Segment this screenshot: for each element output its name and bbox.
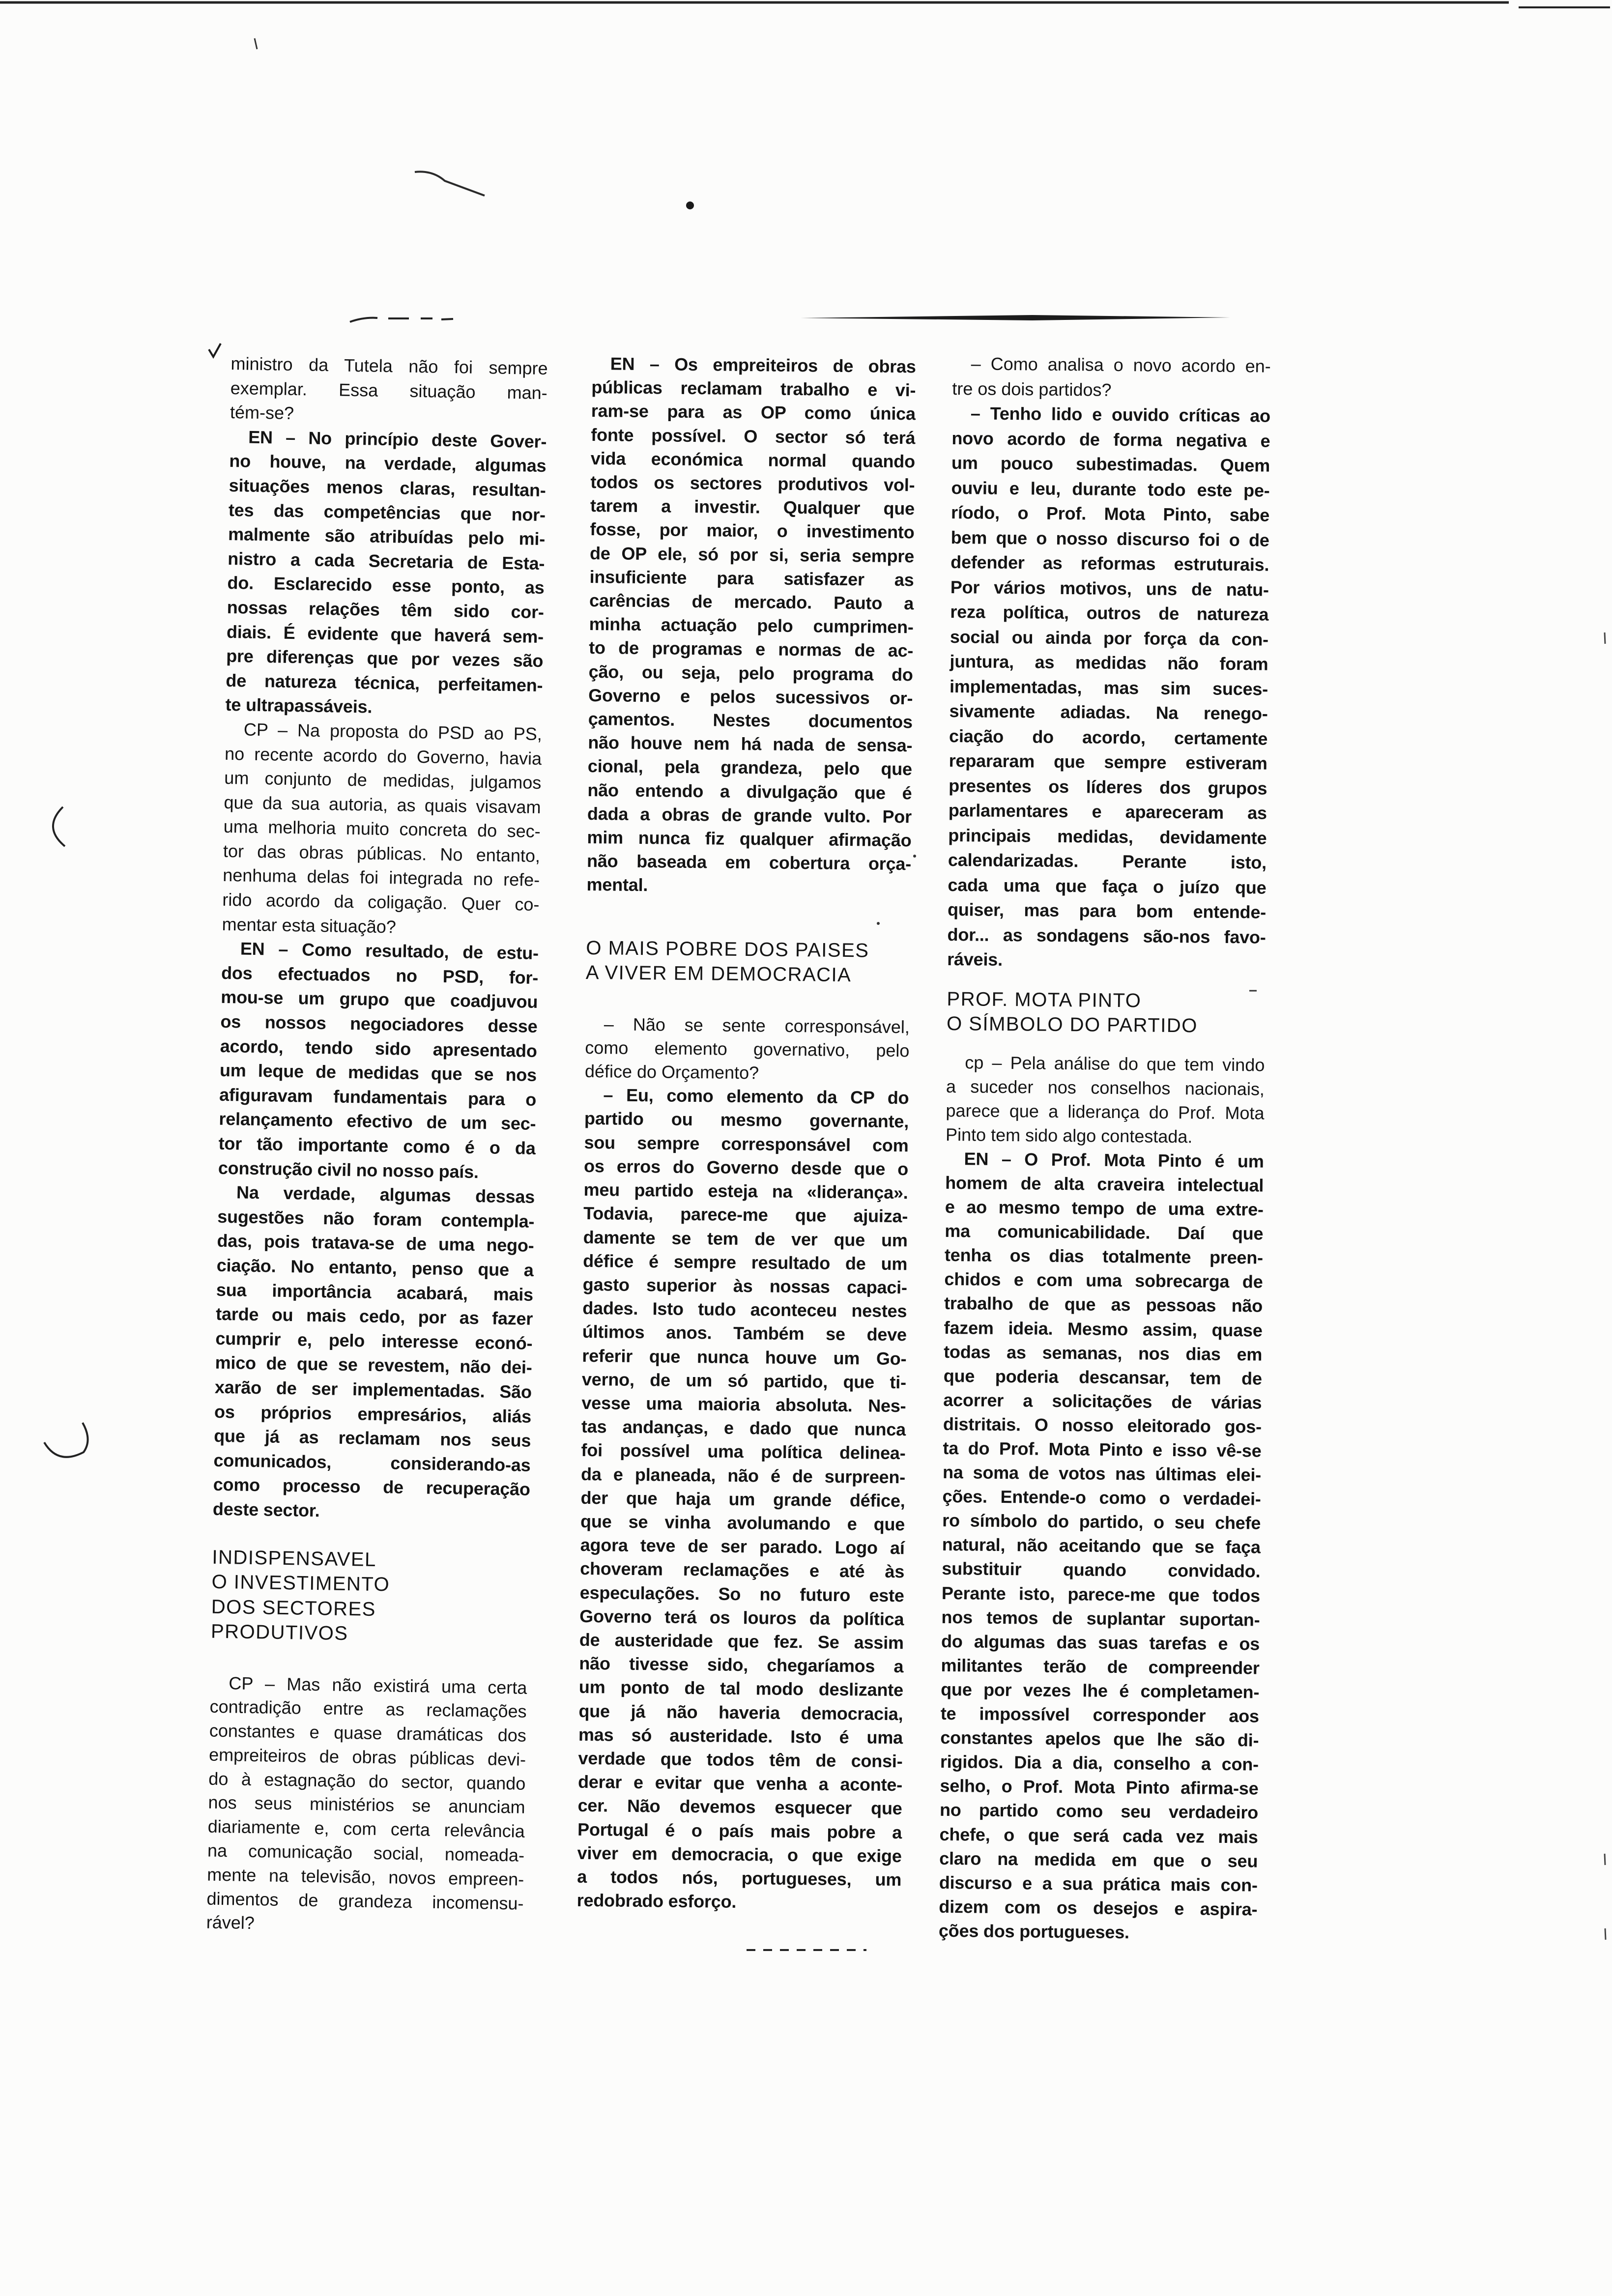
text-line: Portugal é o país mais pobre a xyxy=(577,1819,902,1842)
text-line: sou sempre corresponsável com xyxy=(584,1132,909,1155)
text-line: deste sector. xyxy=(212,1498,320,1521)
text-line: os próprios empresários, aliás xyxy=(214,1401,532,1427)
text-line: chefe, o que será cada vez mais xyxy=(939,1824,1258,1847)
text-line: – Como analisa o novo acordo en- xyxy=(971,353,1271,376)
text-line: ram-se para as OP como única xyxy=(591,401,916,424)
text-line: ciação. No entanto, penso que a xyxy=(216,1255,534,1280)
text-line: tas andanças, e dado que nunca xyxy=(581,1416,906,1440)
text-line: exemplar. Essa situação man- xyxy=(230,377,548,403)
text-line: insuficiente para satisfazer as xyxy=(589,566,914,590)
text-line: os nossos negociadores desse xyxy=(220,1011,538,1036)
text-line: que se vinha avolumando e que xyxy=(580,1511,905,1535)
text-line: dada a obras de grande vulto. Por xyxy=(587,803,912,827)
text-line: sivamente adiadas. Na renego- xyxy=(949,700,1268,724)
text-line: meu partido esteja na «liderança». xyxy=(583,1179,908,1203)
text-line: distritais. O nosso eleitorado gos- xyxy=(943,1413,1262,1437)
text-line: a todos nós, portugueses, um xyxy=(577,1866,902,1890)
text-line: principais medidas, devidamente xyxy=(948,825,1267,848)
text-line: dos efectuados no PSD, for- xyxy=(221,962,539,988)
text-line: de natureza técnica, perfeitamen- xyxy=(226,670,543,695)
text-line: agora teve de ser parado. Logo aí xyxy=(580,1535,905,1558)
text-line: ma comunicabilidade. Daí que xyxy=(945,1221,1264,1244)
text-line: ções. Entende-o como o verdadei- xyxy=(942,1486,1261,1509)
text-line: Todavia, parece-me que ajuiza- xyxy=(583,1203,908,1227)
text-line: gasto superior às nossas capaci- xyxy=(582,1274,907,1298)
text-line: presentes os líderes dos grupos xyxy=(949,775,1267,799)
text-line: redobrado esforço. xyxy=(576,1890,737,1912)
text-line: te impossível corresponder aos xyxy=(940,1703,1259,1726)
text-line: rigidos. Dia a dia, conselho a con- xyxy=(940,1751,1259,1775)
text-line: um pouco subestimadas. Quem xyxy=(951,452,1270,476)
answer-paragraph xyxy=(577,1083,909,1915)
text-line: um ponto de tal modo deslizante xyxy=(578,1677,904,1700)
text-line: EN – Como resultado, de estu- xyxy=(240,938,539,964)
text-line: nenhuma delas foi integrada no refe- xyxy=(222,865,540,890)
text-line: no houve, na verdade, algumas xyxy=(229,451,547,476)
text-line: Perante isto, parece-me que todos xyxy=(941,1582,1261,1606)
text-line: O SÍMBOLO DO PARTIDO xyxy=(946,1012,1198,1037)
text-line: construção civil no nosso país. xyxy=(218,1157,479,1182)
text-line: pre diferenças que por vezes são xyxy=(226,646,544,671)
text-line: substituir quando convidado. xyxy=(942,1558,1261,1582)
text-line: dimentos de grandeza incomensu- xyxy=(206,1888,524,1914)
question-paragraph xyxy=(230,351,548,430)
text-line: chidos e com uma sobrecarga de xyxy=(944,1269,1263,1292)
text-line: damente se tem de ver que um xyxy=(583,1227,908,1250)
text-line: um leque de medidas que se nos xyxy=(219,1060,537,1086)
text-line: choveram reclamações e até às xyxy=(580,1558,905,1582)
text-line: fazem ideia. Mesmo assim, quase xyxy=(944,1317,1263,1341)
text-line: homem de alta craveira intelectual xyxy=(945,1172,1264,1196)
text-line: como processo de recuperação xyxy=(213,1474,531,1500)
text-line: carências de mercado. Pauto a xyxy=(589,590,914,614)
text-line: nossas relações têm sido cor- xyxy=(227,597,545,623)
text-line: ções dos portugueses. xyxy=(938,1920,1130,1943)
text-line: derar e evitar que venha a aconte- xyxy=(577,1772,903,1795)
text-line: que poderia descansar, tem de xyxy=(943,1365,1262,1389)
text-line: bem que o nosso discurso foi o de xyxy=(950,527,1269,550)
text-line: no recente acordo do Governo, havia xyxy=(224,743,542,769)
text-line: empreiteiros de obras públicas devi- xyxy=(208,1744,526,1770)
text-line: cada uma que faça o juízo que xyxy=(948,874,1267,898)
section-heading xyxy=(947,986,1266,1039)
text-line: minha actuação pelo cumprimen- xyxy=(589,614,914,637)
text-line: ministro da Tutela não foi sempre xyxy=(230,353,548,379)
text-line: ção, ou seja, pelo programa do xyxy=(588,661,913,685)
question-paragraph xyxy=(946,1050,1265,1149)
text-line: todos os sectores produtivos vol- xyxy=(590,472,915,495)
text-line: xarão de ser implementadas. São xyxy=(214,1377,532,1402)
question-paragraph xyxy=(585,1012,910,1087)
article-column-3 xyxy=(939,351,1271,1946)
text-line: Governo e pelos sucessivos or- xyxy=(588,685,913,709)
text-line: mental. xyxy=(586,874,648,895)
text-line: dor... as sondagens são-nos favo- xyxy=(947,924,1266,947)
text-line: que já não haveria democracia, xyxy=(578,1700,903,1724)
answer-paragraph xyxy=(218,936,539,1185)
text-line: Governo terá os louros da política xyxy=(579,1606,904,1629)
text-line: tarde ou mais cedo, por as fazer xyxy=(215,1303,533,1329)
text-line: todas as semanas, nos dias em xyxy=(944,1341,1263,1365)
text-line: cp – Pela análise do que tem vindo xyxy=(965,1052,1265,1075)
text-line: repararam que sempre estiveram xyxy=(949,750,1267,774)
text-line: das, pois tratava-se de uma nego- xyxy=(217,1231,534,1256)
text-line: não entendo a divulgação que é xyxy=(587,779,912,803)
text-line: tenha os dias totalmente preen- xyxy=(944,1245,1264,1268)
text-line: relançamento efectivo de um sec- xyxy=(219,1109,536,1134)
text-line: tor das obras públicas. No entanto, xyxy=(223,840,541,866)
scan-speck-1 xyxy=(913,855,916,858)
text-line: Pinto tem sido algo contestada. xyxy=(945,1124,1193,1147)
answer-paragraph xyxy=(225,425,547,722)
text-line: Por vários motivos, uns de natu- xyxy=(950,576,1269,600)
text-line: não baseada em cobertura orça- xyxy=(586,851,912,874)
text-line: A VIVER EM DEMOCRACIA xyxy=(585,962,852,986)
text-line: militantes terão de compreender xyxy=(941,1655,1260,1678)
text-line: do à estagnação do sector, quando xyxy=(208,1768,526,1794)
text-line: contradição entre as reclamações xyxy=(209,1696,527,1722)
text-line: afiguravam fundamentais para o xyxy=(219,1084,537,1110)
text-line: defender as reformas estruturais. xyxy=(950,551,1269,575)
text-line: constantes apelos que lhe são di- xyxy=(940,1727,1259,1751)
text-line: O INVESTIMENTO xyxy=(211,1571,390,1596)
text-line: ro símbolo do partido, o seu chefe xyxy=(942,1510,1261,1533)
text-line: ta do Prof. Mota Pinto e isso vê-se xyxy=(943,1437,1262,1461)
text-line: EN – O Prof. Mota Pinto é um xyxy=(964,1148,1264,1172)
text-line: acordo, tendo sido apresentado xyxy=(220,1035,538,1061)
text-line: tarem a investir. Qualquer que xyxy=(590,495,915,519)
text-line: claro na medida em que o seu xyxy=(939,1848,1258,1871)
text-line: tes das competências que nor- xyxy=(228,499,546,525)
text-line: que por vezes lhe é completamen- xyxy=(941,1679,1260,1702)
text-line: cumprir e, pelo interesse econó- xyxy=(215,1328,533,1353)
text-line: mas só austeridade. Isto é uma xyxy=(578,1724,903,1748)
text-line: um conjunto de medidas, julgamos xyxy=(224,767,542,793)
text-line: que da sua autoria, as quais visavam xyxy=(224,792,541,817)
text-line: INDISPENSAVEL xyxy=(212,1546,377,1571)
dashed-rule-column-1 xyxy=(350,318,453,322)
text-line: referir que nunca houve um Go- xyxy=(582,1345,907,1369)
text-line: nos seus ministérios se anunciam xyxy=(208,1792,525,1818)
scan-diagonal-stroke xyxy=(415,172,485,196)
text-line: uma melhoria muito concreta do sec- xyxy=(223,816,541,842)
text-line: O MAIS POBRE DOS PAISES xyxy=(586,937,869,962)
text-line: na soma de votos nas últimas elei- xyxy=(942,1462,1262,1485)
text-line: CP – Mas não existirá uma certa xyxy=(229,1672,527,1698)
text-line: que já as reclamam nos seus xyxy=(214,1425,531,1451)
question-paragraph xyxy=(222,717,542,941)
text-line: – Não se sente corresponsável, xyxy=(604,1013,910,1037)
text-line: – Eu, como elemento da CP do xyxy=(603,1085,909,1108)
text-line: mou-se um grupo que coadjuvou xyxy=(221,987,538,1012)
text-line: comunicados, considerando-as xyxy=(213,1450,531,1475)
text-line: mim nunca fiz qualquer afirmação xyxy=(587,827,912,851)
text-line: no partido como seu verdadeiro xyxy=(939,1800,1259,1823)
text-line: rido acordo da coligação. Quer co- xyxy=(222,889,540,915)
right-edge-tick-marks xyxy=(1605,632,1606,1940)
section-heading xyxy=(586,936,911,988)
text-line: vida económica normal quando xyxy=(590,448,916,472)
text-line: PRODUTIVOS xyxy=(210,1620,348,1645)
text-line: na comunicação social, nomeada- xyxy=(207,1840,525,1866)
text-line: públicas reclamam trabalho e vi- xyxy=(591,377,916,401)
text-line: ríodo, o Prof. Mota Pinto, sabe xyxy=(950,502,1270,525)
text-line: EN – No princípio deste Gover- xyxy=(248,427,547,452)
text-line: sua importância acabará, mais xyxy=(216,1279,534,1305)
text-line: mico de que se revestem, não dei- xyxy=(215,1352,532,1378)
text-line: verdade que todos têm de consi- xyxy=(578,1748,903,1772)
text-line: de OP ele, só por si, seria sempre xyxy=(589,543,915,566)
article-column-2 xyxy=(577,352,916,1916)
text-line: social ou ainda por força da con- xyxy=(950,626,1269,650)
text-line: implementadas, mas sim suces- xyxy=(949,676,1268,699)
text-line: não tivesse sido, chegaríamos a xyxy=(579,1653,904,1677)
section-heading xyxy=(211,1545,529,1649)
text-line: ouviu e leu, durante todo este pe- xyxy=(951,477,1270,501)
text-line: dades. Isto tudo aconteceu nestes xyxy=(582,1298,907,1321)
text-line: Na verdade, algumas dessas xyxy=(236,1182,535,1207)
answer-paragraph xyxy=(213,1180,535,1526)
text-line: – Tenho lido e ouvido críticas ao xyxy=(970,403,1271,426)
thick-rule-columns-2-3 xyxy=(801,315,1230,320)
text-line: tor tão importante como é o da xyxy=(218,1133,536,1158)
text-line: do. Esclarecido esse ponto, as xyxy=(227,573,545,598)
text-line: fosse, por maior, o investimento xyxy=(590,519,915,543)
text-line: partido ou mesmo governante, xyxy=(584,1108,909,1132)
text-line: de austeridade que fez. Se assim xyxy=(579,1629,904,1653)
text-line: cer. Não devemos esquecer que xyxy=(577,1795,902,1819)
text-line: novo acordo de forma negativa e xyxy=(951,428,1270,451)
text-line: a suceder nos conselhos nacionais, xyxy=(946,1076,1265,1099)
text-line: como elemento governativo, pelo xyxy=(585,1037,910,1061)
text-line: trabalho de que as pessoas não xyxy=(944,1293,1263,1317)
text-line: défice do Orçamento? xyxy=(584,1061,759,1083)
text-line: selho, o Prof. Mota Pinto afirma-se xyxy=(940,1776,1259,1799)
text-line: CP – Na proposta do PSD ao PS, xyxy=(243,719,543,744)
answer-paragraph xyxy=(586,352,916,900)
text-line: malmente são atribuídas pelo mi- xyxy=(228,524,546,549)
text-line: cional, pela grandeza, pelo que xyxy=(587,756,913,779)
text-line: tém-se? xyxy=(230,402,294,424)
text-line: da e planeada, não é de surpreen- xyxy=(580,1464,906,1487)
text-line: viver em democracia, o que exige xyxy=(577,1842,902,1866)
text-line: especulações. So no futuro este xyxy=(579,1582,904,1606)
text-line: natural, não aceitando que se faça xyxy=(942,1534,1261,1557)
text-line: diais. É evidente que haverá sem- xyxy=(226,621,544,647)
text-line: os erros do Governo desde que o xyxy=(583,1155,909,1179)
text-line: verno, de um só partido, que ti- xyxy=(581,1369,907,1392)
text-line: défice é sempre resultado de um xyxy=(583,1250,908,1274)
text-line: discurso e a sua prática mais con- xyxy=(939,1872,1258,1895)
text-line: mentar esta situação? xyxy=(222,914,397,937)
text-line: quiser, mas para bom entende- xyxy=(947,899,1267,922)
text-line: PROF. MOTA PINTO xyxy=(947,988,1142,1011)
text-line: ciação do acordo, certamente xyxy=(949,725,1268,749)
question-paragraph xyxy=(206,1671,527,1940)
text-line: sugestões não foram contempla- xyxy=(217,1206,535,1232)
scan-dot-mark xyxy=(686,201,694,209)
text-line: calendarizadas. Perante isto, xyxy=(948,849,1267,873)
text-line: constantes e quase dramáticas dos xyxy=(209,1720,527,1746)
text-line: e ao mesmo tempo de uma extre- xyxy=(945,1196,1264,1220)
margin-arc-mark xyxy=(53,807,65,846)
text-line: últimos anos. Também se deve xyxy=(582,1321,907,1345)
text-line: te ultrapassáveis. xyxy=(225,694,373,717)
text-line: reza política, outros de natureza xyxy=(950,601,1269,625)
text-line: diariamente e, com certa relevância xyxy=(207,1816,525,1842)
text-line: dizem com os desejos e aspira- xyxy=(939,1896,1258,1920)
text-line: der que haja um grande défice, xyxy=(580,1487,905,1511)
text-line: nos temos de suplantar suportan- xyxy=(941,1607,1260,1630)
answer-paragraph xyxy=(947,401,1270,975)
article-column-1 xyxy=(206,351,548,1940)
text-line: mente na televisão, novos empreen- xyxy=(206,1864,524,1890)
check-mark-icon xyxy=(209,344,221,357)
text-line: parlamentares e apareceram as xyxy=(948,800,1267,823)
text-line: fonte possível. O sector só terá xyxy=(591,424,916,448)
text-line: juntura, as medidas não foram xyxy=(950,651,1268,674)
text-line: DOS SECTORES xyxy=(211,1596,376,1620)
margin-curve-mark xyxy=(44,1423,88,1457)
text-line: foi possível uma política delinea- xyxy=(581,1440,906,1464)
text-line: vesse uma maioria absoluta. Nes- xyxy=(581,1392,906,1416)
text-line: çamentos. Nestes documentos xyxy=(588,709,913,732)
answer-paragraph xyxy=(939,1147,1264,1946)
text-line: to de programas e normas de ac- xyxy=(589,637,914,661)
text-line: parece que a liderança do Prof. Mota xyxy=(946,1100,1265,1123)
text-line: EN – Os empreiteiros de obras xyxy=(610,353,916,377)
question-paragraph xyxy=(952,351,1271,404)
text-line: rável? xyxy=(206,1912,255,1933)
text-line: tre os dois partidos? xyxy=(952,378,1112,400)
text-line: nistro a cada Secretaria de Esta- xyxy=(228,548,545,574)
text-line: do algumas das suas tarefas e os xyxy=(941,1631,1260,1654)
text-line: não houve nem há nada de sensa- xyxy=(588,732,913,756)
scan-tick-mark xyxy=(255,38,257,49)
text-line: acorrer a solicitações de várias xyxy=(943,1389,1262,1413)
text-line: ráveis. xyxy=(947,948,1003,970)
text-line: situações menos claras, resultan- xyxy=(229,475,546,501)
